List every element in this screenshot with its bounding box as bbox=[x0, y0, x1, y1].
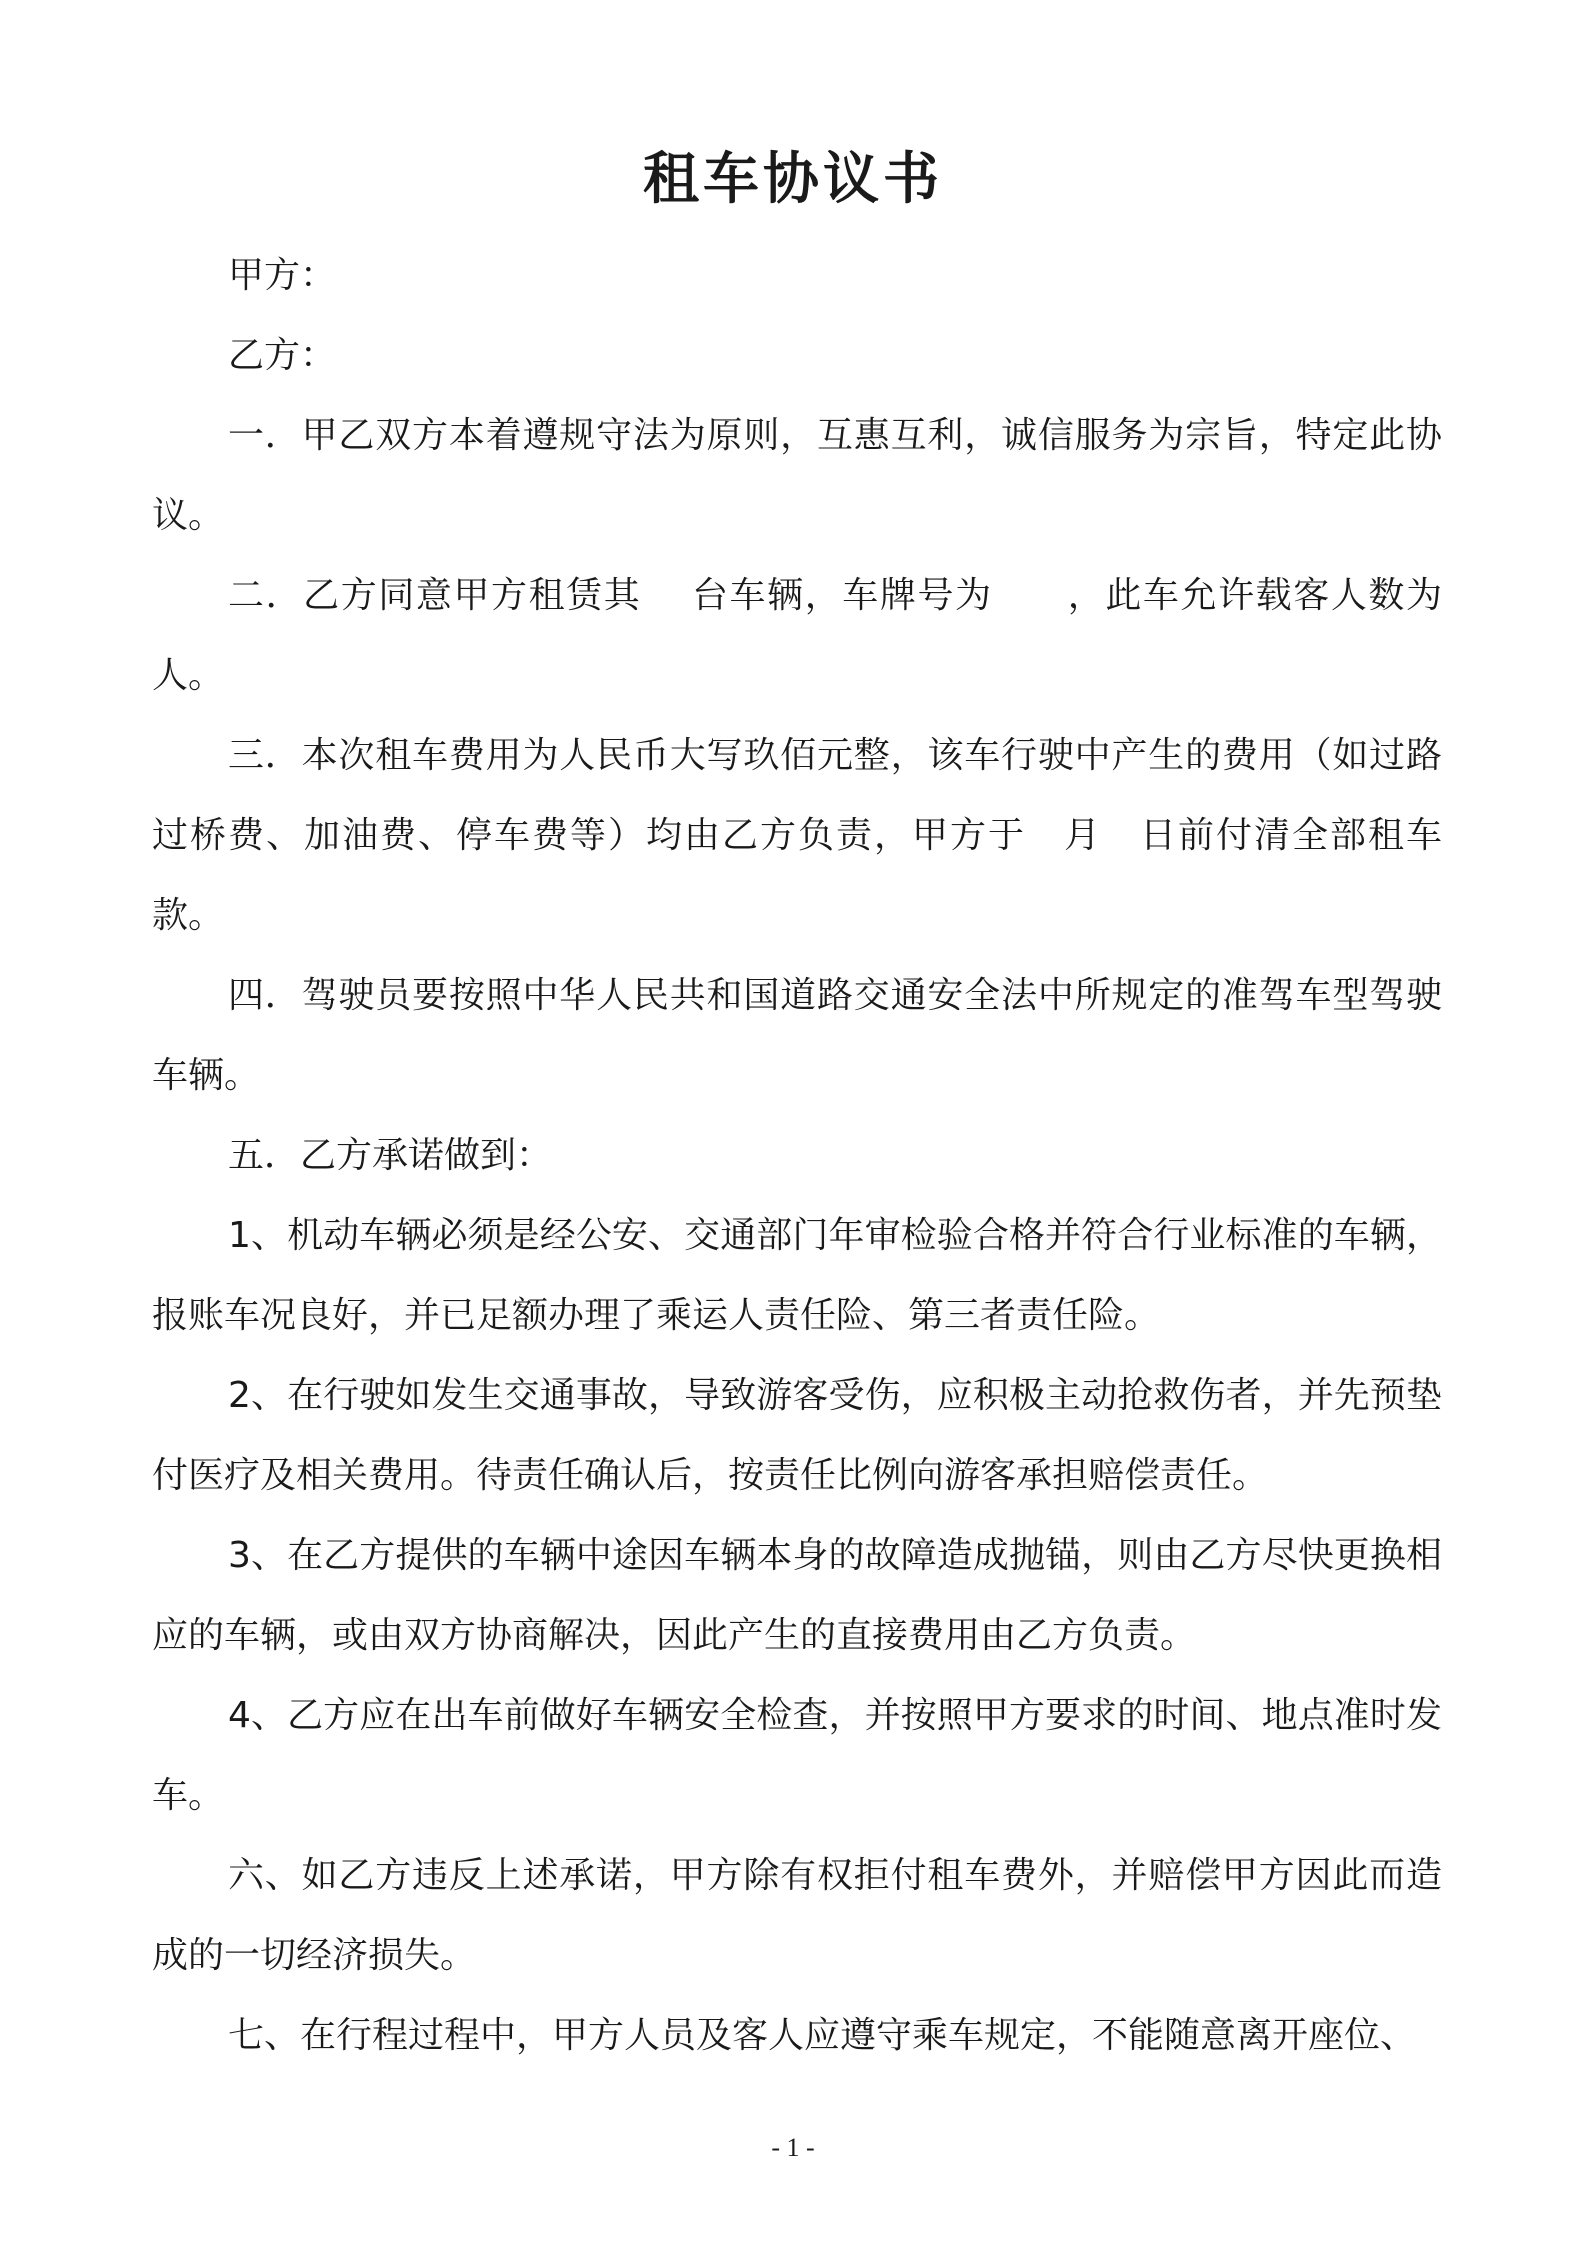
clause-4: 四．驾驶员要按照中华人民共和国道路交通安全法中所规定的准驾车型驾驶车辆。 bbox=[152, 975, 1442, 1096]
clause-5-item-4: 4、乙方应在出车前做好车辆安全检查，并按照甲方要求的时间、地点准时发车。 bbox=[152, 1695, 1442, 1816]
clause-5-item-2: 2、在行驶如发生交通事故，导致游客受伤，应积极主动抢救伤者，并先预垫付医疗及相关费用。待责任确认后，按责任比例向游客承担赔偿责任。 bbox=[152, 1375, 1442, 1496]
clause-1: 一．甲乙双方本着遵规守法为原则，互惠互利，诚信服务为宗旨，特定此协议。 bbox=[152, 415, 1442, 536]
clause-2: 二．乙方同意甲方租赁其 台车辆，车牌号为 ，此车允许载客人数为 人。 bbox=[152, 575, 1479, 696]
document-title: 租车协议书 bbox=[643, 147, 943, 212]
clause-6: 六、如乙方违反上述承诺，甲方除有权拒付租车费外，并赔偿甲方因此而造成的一切经济损失。 bbox=[152, 1855, 1442, 1976]
clause-3: 三．本次租车费用为人民币大写玖佰元整，该车行驶中产生的费用（如过路过桥费、加油费、停车费等）均由乙方负责，甲方于 月 日前付清全部租车款。 bbox=[152, 735, 1442, 936]
clause-5-item-1: 1、机动车辆必须是经公安、交通部门年审检验合格并符合行业标准的车辆，报账车况良好，并已足额办理了乘运人责任险、第三者责任险。 bbox=[152, 1215, 1442, 1336]
clause-5-heading: 五．乙方承诺做到： bbox=[228, 1135, 553, 1176]
party-a-line: 甲方： bbox=[228, 255, 337, 296]
page-number: - 1 - bbox=[771, 2133, 815, 2162]
clause-7: 七、在行程过程中，甲方人员及客人应遵守乘车规定，不能随意离开座位、 bbox=[228, 2015, 1417, 2056]
document-body bbox=[152, 236, 1479, 2076]
clause-5-item-3: 3、在乙方提供的车辆中途因车辆本身的故障造成抛锚，则由乙方尽快更换相应的车辆，或由双方协商解决，因此产生的直接费用由乙方负责。 bbox=[152, 1535, 1442, 1656]
party-b-line: 乙方： bbox=[228, 335, 337, 376]
